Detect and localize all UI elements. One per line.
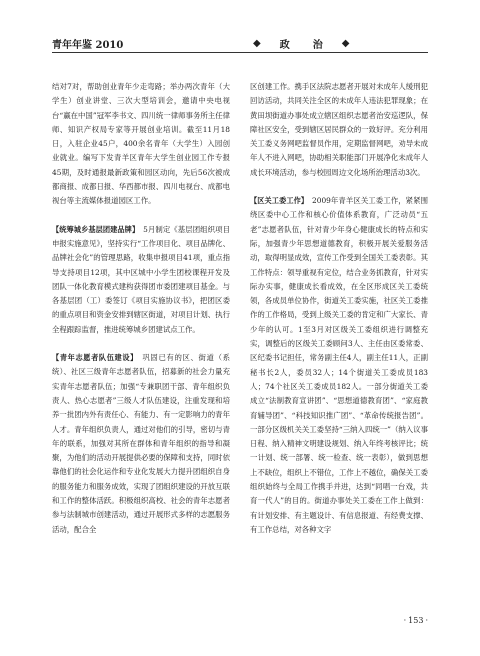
page-footer [404,616,428,625]
section-name: 政 治 [279,39,324,51]
section-heading [247,36,356,51]
paragraph-legal-city: 区创建工作。携手区法院志愿者开展对未成年人缓刑犯回访活动，共同关注全区的未成年人违法犯罪现象；在黄田坝街道办事处成立辖区组织志愿者治安巡逻队，保障社区安全，受到辖区居民群众的一致好评。充分利用关工委义务网吧监督员作用，定期监督网吧，劝导未成年人不进入网吧，协助相关职能部门开展净化未成年人成长环境活动，参与校园周边文化场所治理活动3次。 [250,82,428,177]
keyword-care-committee: 【区关工委工作】 [250,196,305,206]
paragraph-grassroots [52,223,230,337]
diamond-right-icon: ◆ [341,37,351,49]
footer-dot-right: · [425,616,428,625]
text-care-committee: 2009年青羊区关工委工作，紧紧围绕区委中心工作和核心价值体系教育，广泛动员“五老”志愿者队伍，针对青少年身心健康成长的特点和实际，加强青少年思想道德教育，积极开展关爱服务活动，取得明显成效，宣传工作受到全国关工委表彰。其工作特点：领导重视有定位，结合业务抓教育，针对实际办实事，健康成长看成效，在全区形成区关工委统领，各成员单位协作，街道关工委实施，社区关工委推作的工作格局，受到上级关工委的肯定和广大家长、青少年的认可。1至3月对区级关工委组织进行调整充实，调整后的区级关工委顾问3人、主任由区委常委、区纪委书记担任，常务副主任4人，副主任11人，正副秘书长2人，委员32人；14个街道关工委成员183人；74个社区关工委成员182人。一部分街道关工委成立“法制教育宣讲团”、“思想道德教育团”、“家庭教育辅导团”、“科技知识推广团”、“革命传统报告团”。一部分区级机关关工委坚持“三纳入四统一”（纳入议事日程、纳入精神文明建设规划、纳入年终考核评比；统一计划、统一部署、统一检查、统一表彰），做到思想上不缺位，组织上不错位，工作上不越位，确保关工委组织始终与全局工作携手并进，达到“同唱一台戏，共育一代人”的目的。街道办事处关工委在工作上做到：有计划安排、有主题设计、有信息报道、有经费支撑、有工作总结，对各种文字 [250,196,428,534]
paragraph-care-committee [250,194,428,537]
header-rule [52,52,428,53]
page-number: 153 [408,616,424,625]
text-grassroots: 5月制定《基层团组织项目申报实施意见》，坚持实行“工作项目化、项目品牌化、品牌社会化”的管理思路，收集申报项目41项，重点指导支持项目12项，其中区城中小学生团校课程开发及团队一体化教育模式建构获得团市委团建项目基金。与各基层团（工）委签订《项目实施协议书》，把团区委的重点项目和资金安排到辖区街道，对项目计划、执行全程跟踪监督，推进统筹城乡团建试点工作。 [52,224,230,334]
right-column [250,80,428,537]
paragraph-entrepreneurship: 结对7对，帮助创业青年少走弯路；举办两次青年（大学生）创业讲堂、三次大型培训会，邀请中央电视台“赢在中国”冠军李书文、四川统一律师事务所主任律师、知识产权局专家等开展创业培训。截至11月18日，入驻企业45户，400余名青年（大学生）入园创业就业。编写下发青羊区青年大学生创业园工作专报45期，及时通报最新政策和园区动向，先后56次被成都商报、成都日报、华西都市报、四川电视台、成都电视台等主流媒体报道园区工作。 [52,82,230,206]
yearbook-title: 青年年鉴 2010 [52,36,129,51]
left-column [52,80,230,537]
diamond-left-icon: ◆ [253,37,262,49]
keyword-grassroots: 【统筹城乡基层团建品牌】 [52,224,136,234]
keyword-volunteers: 【青年志愿者队伍建设】 [52,353,135,363]
text-volunteers: 巩固已有的区、街道（系统）、社区三级青年志愿者队伍，招募新的社会力量充实青年志愿者队伍；加强“专兼职团干部、青年组织负责人、热心志愿者”三级人才队伍建设，注重发现和培养一批团内外有责任心、有能力、有一定影响力的青年人才。青年组织负责人，通过对他们的引导，密切与青年的联系，加强对其所在群体和青年组织的指导和凝聚，为他们的活动开展提供必要的保障和支持，同时依靠他们的社会化运作和专业化发展大力提升团组织自身的服务能力和服务成效，实现了团组织建设的开放互联和工作的整体活跃。积极组织高校、社会的青年志愿者参与法制城市创建活动，通过开展形式多样的志愿服务活动，配合全 [52,353,230,534]
page-header [52,30,428,56]
paragraph-volunteers [52,351,230,537]
footer-dot-left: · [403,616,407,625]
